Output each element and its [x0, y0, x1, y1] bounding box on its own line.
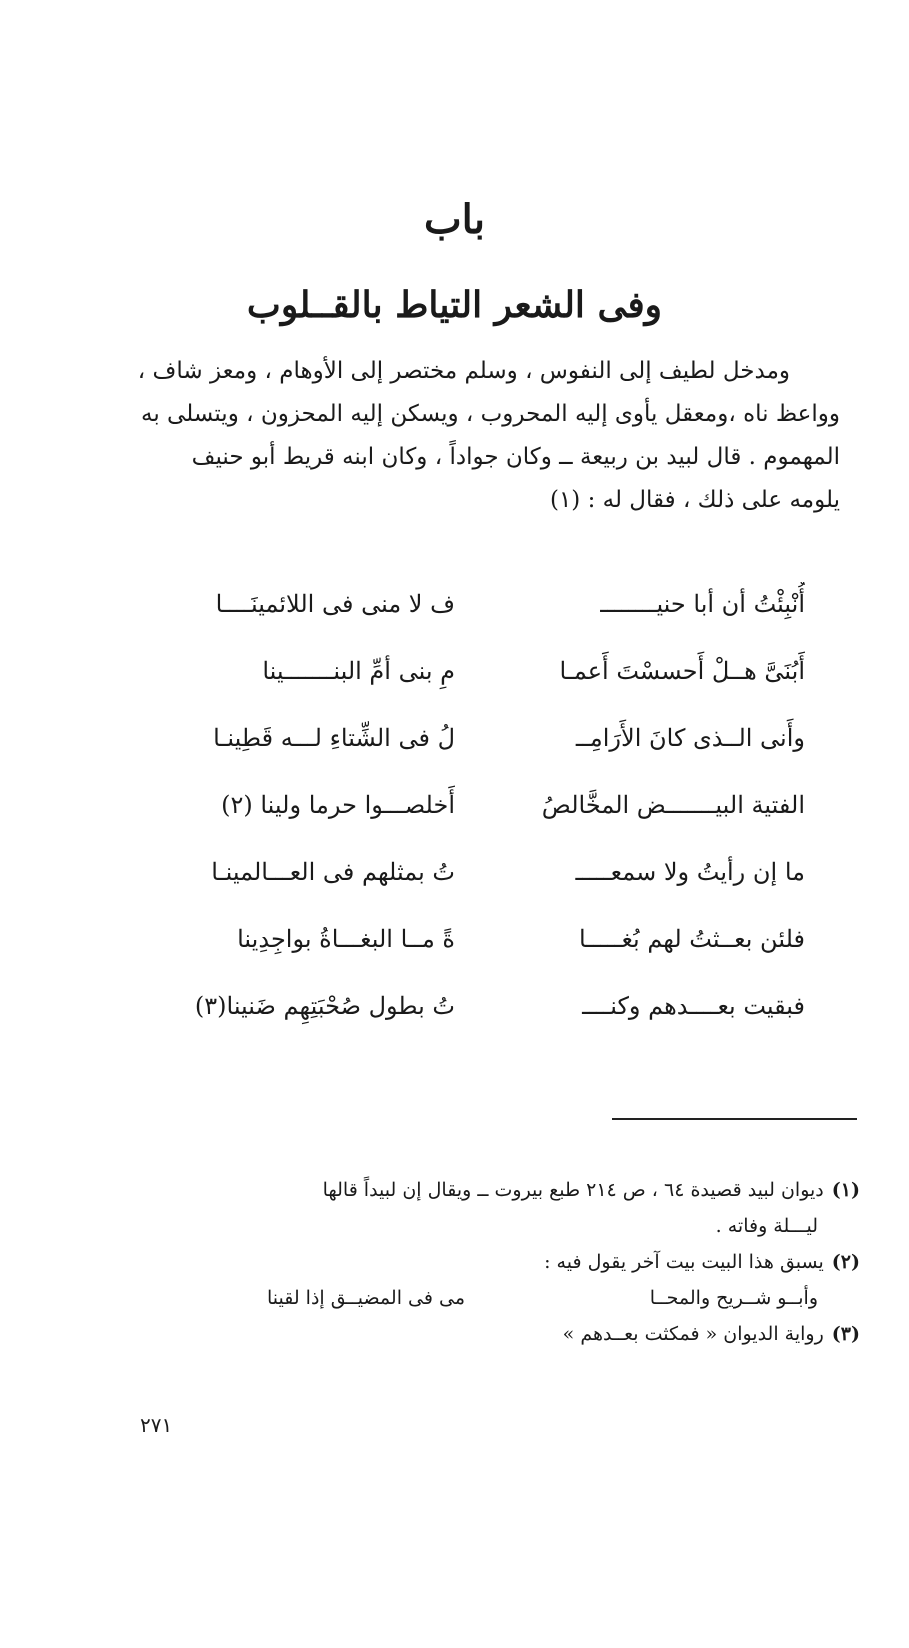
paragraph-line: ومدخل لطيف إلى النفوس ، وسلم مختصر إلى الأوهام ، ومعز شاف ، [137, 358, 790, 384]
footnote-text: ديوان لبيد قصيدة ٦٤ ، ص ٢١٤ طبع بيروت ــ ويقال إن لبيداً قالها [322, 1179, 824, 1201]
footnote-2 [85, 1244, 860, 1280]
chapter-title: وفى الشعر التياط بالقــلوب [246, 284, 663, 326]
verse-first-hemistich: الفتية البيـــــــض المخَّالصُ [541, 791, 805, 819]
footnote-number: (٢) [831, 1251, 860, 1273]
chapter-heading: باب [424, 196, 485, 243]
footnote-divider [612, 1118, 857, 1120]
paragraph-line: المهموم . قال لبيد بن ربيعة ــ وكان جواداً ، وكان ابنه قريط أبو حنيف [191, 444, 840, 470]
verse-second-hemistich: لُ فى الشِّتاءِ لـــه قَطِينـا [213, 724, 455, 752]
verse-first-hemistich: ما إن رأيتُ ولا سمعـــــ [575, 858, 805, 886]
verse-second-hemistich: ةً مــا البغـــاةُ بواجِدِينا [237, 925, 455, 953]
intro-paragraph [105, 350, 840, 522]
footnote-3 [85, 1316, 860, 1352]
verse-second-hemistich: مى فى المضيــق إذا لقينا [266, 1287, 465, 1309]
paragraph-line: يلومه على ذلك ، فقال له : (١) [549, 487, 840, 513]
poem-verse [140, 917, 805, 984]
verse-second-hemistich: تُ بمثلهم فى العـــالمينـا [211, 858, 455, 886]
poem-verse [140, 984, 805, 1051]
poem-verse [140, 649, 805, 716]
footnotes [85, 1172, 860, 1352]
verse-first-hemistich: وأَنى الــذى كانَ الأَرَامِــ [575, 724, 805, 752]
footnote-text: رواية الديوان « فمكثت بعــدهم » [562, 1323, 824, 1345]
poem [140, 582, 805, 1051]
footnote-1 [85, 1172, 860, 1208]
verse-first-hemistich: فبقيت بعــــدهم وكنــــ [582, 992, 805, 1020]
verse-second-hemistich: ف لا منى فى اللائمينَــــا [215, 590, 455, 618]
poem-verse [140, 850, 805, 917]
footnote-number: (٣) [831, 1323, 860, 1345]
verse-first-hemistich: وأبــو شــريح والمحــا [649, 1287, 818, 1309]
verse-first-hemistich: أَبُنَىَّ هــلْ أَحسسْتَ أَعمـا [559, 657, 805, 685]
footnote-continuation: ليـــلة وفاته . [715, 1215, 818, 1237]
page-number: ٢٧١ [140, 1413, 173, 1437]
verse-first-hemistich: أُنْبِئْتُ أن أبا حنيــــــــ [600, 590, 805, 618]
paragraph-line: وواعظ ناه ،ومعقل يأوى إليه المحروب ، ويسكن إليه المحزون ، ويتسلى به [141, 401, 840, 427]
verse-second-hemistich: مِ بنى أمِّ البنـــــــينا [262, 657, 455, 685]
footnote-number: (١) [831, 1179, 860, 1201]
poem-verse [140, 783, 805, 850]
verse-second-hemistich: أَخلصـــوا حرما ولينا (٢) [221, 791, 455, 819]
verse-first-hemistich: فلئن بعــثتُ لهم بُغـــــا [578, 925, 805, 953]
footnote-text: يسبق هذا البيت بيت آخر يقول فيه : [544, 1251, 824, 1273]
footnote-verse [85, 1280, 860, 1316]
poem-verse [140, 582, 805, 649]
poem-verse [140, 716, 805, 783]
verse-second-hemistich: تُ بطول صُحْبَتِهِم ضَنينا(٣) [194, 992, 455, 1020]
